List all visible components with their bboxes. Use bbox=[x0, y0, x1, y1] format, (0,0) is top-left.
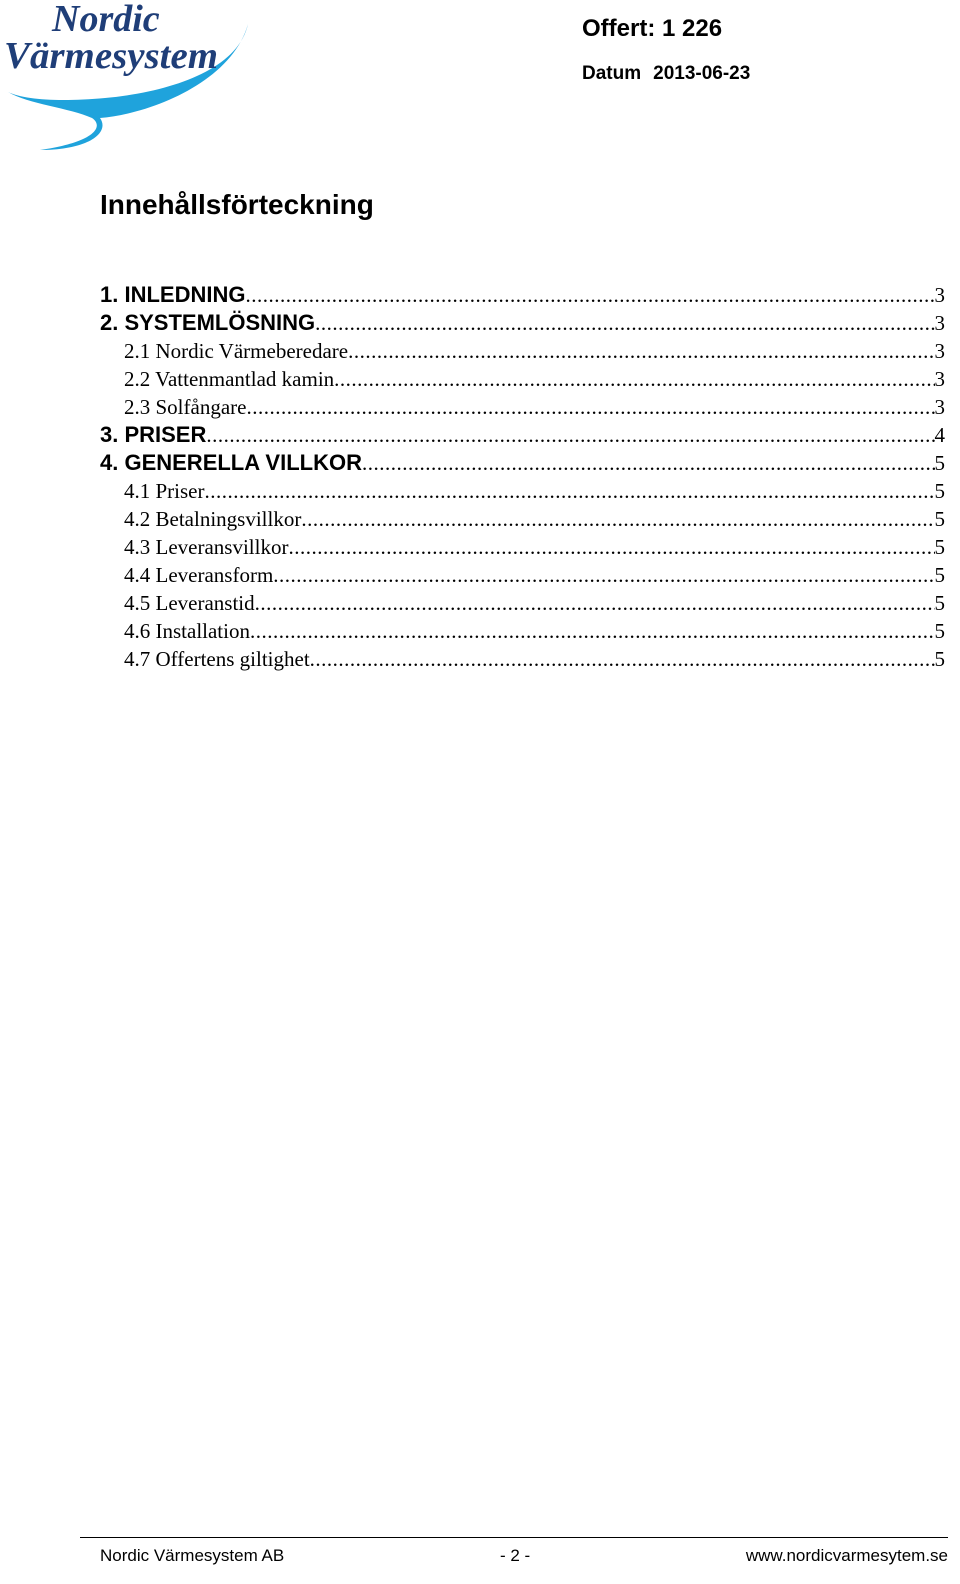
toc-entry-label: 4.5 Leveranstid bbox=[124, 591, 255, 615]
toc-entry-label: 4.7 Offertens giltighet bbox=[124, 647, 310, 671]
offer-date bbox=[582, 63, 750, 85]
toc-dot-leader bbox=[206, 423, 934, 448]
toc-dot-leader bbox=[273, 563, 934, 588]
toc-dot-leader bbox=[205, 479, 935, 504]
toc-entry-label: 2.3 Solfångare bbox=[124, 395, 247, 419]
toc-entry[interactable] bbox=[100, 504, 945, 532]
toc-entry-label: 4.1 Priser bbox=[124, 479, 205, 503]
logo-text-line1: Nordic bbox=[52, 0, 160, 40]
toc-dot-leader bbox=[362, 451, 935, 476]
toc-dot-leader bbox=[255, 591, 935, 616]
toc-entry[interactable] bbox=[100, 392, 945, 420]
toc-dot-leader bbox=[246, 395, 934, 420]
toc-entry-label: 4.2 Betalningsvillkor bbox=[124, 507, 302, 531]
offer-number: Offert: 1 226 bbox=[582, 15, 723, 42]
toc-entry-page: 5 bbox=[934, 647, 945, 671]
footer-website: www.nordicvarmesytem.se bbox=[745, 1546, 948, 1565]
toc-entry-label: 4.6 Installation bbox=[124, 619, 250, 643]
toc-entry-page: 5 bbox=[934, 563, 945, 587]
toc-entry[interactable] bbox=[100, 532, 945, 560]
toc-entry-page: 5 bbox=[934, 591, 945, 615]
toc-dot-leader bbox=[245, 283, 934, 308]
footer-page-number: - 2 - bbox=[500, 1546, 531, 1565]
toc-dot-leader bbox=[301, 507, 934, 532]
logo-text-line2: Värmesystem bbox=[4, 35, 219, 77]
toc-entry[interactable] bbox=[100, 308, 945, 336]
footer-divider bbox=[80, 1537, 948, 1538]
toc-entry-page: 3 bbox=[934, 311, 945, 335]
toc-entry-page: 3 bbox=[934, 339, 945, 363]
toc-entry[interactable] bbox=[100, 644, 945, 672]
toc-entry-page: 5 bbox=[934, 451, 945, 475]
toc-entry-page: 4 bbox=[934, 423, 945, 447]
toc-entry-label: 2.2 Vattenmantlad kamin bbox=[124, 367, 335, 391]
toc-entry-label: 4.4 Leveransform bbox=[124, 563, 274, 587]
toc-entry[interactable] bbox=[100, 560, 945, 588]
toc-entry[interactable] bbox=[100, 448, 945, 476]
offer-date-label: Datum bbox=[582, 63, 642, 84]
toc-dot-leader bbox=[310, 647, 935, 672]
toc-entry-page: 5 bbox=[934, 507, 945, 531]
toc-entry-page: 3 bbox=[934, 367, 945, 391]
toc-dot-leader bbox=[315, 311, 934, 336]
toc-entry-label: 2.1 Nordic Värmeberedare bbox=[124, 339, 349, 363]
toc-entry-page: 5 bbox=[934, 619, 945, 643]
toc-entry[interactable] bbox=[100, 364, 945, 392]
toc-entry-label: 2. SYSTEMLÖSNING bbox=[100, 310, 316, 335]
toc-entry-label: 4. GENERELLA VILLKOR bbox=[100, 450, 362, 475]
footer-company-name: Nordic Värmesystem AB bbox=[100, 1546, 285, 1565]
toc-entry-page: 3 bbox=[934, 283, 945, 307]
toc-dot-leader bbox=[348, 339, 934, 364]
toc-dot-leader bbox=[250, 619, 935, 644]
toc-entry[interactable] bbox=[100, 476, 945, 504]
toc-entry-page: 5 bbox=[934, 479, 945, 503]
toc-dot-leader bbox=[288, 535, 934, 560]
toc-entry[interactable] bbox=[100, 616, 945, 644]
toc-entry-label: 4.3 Leveransvillkor bbox=[124, 535, 289, 559]
toc-entry-label: 3. PRISER bbox=[100, 422, 207, 447]
toc-entry[interactable] bbox=[100, 420, 945, 448]
company-logo bbox=[0, 0, 260, 160]
toc-title: Innehållsförteckning bbox=[100, 189, 374, 220]
toc-entry-page: 5 bbox=[934, 535, 945, 559]
table-of-contents bbox=[100, 280, 945, 672]
toc-entry-page: 3 bbox=[934, 395, 945, 419]
toc-entry-label: 1. INLEDNING bbox=[100, 282, 246, 307]
toc-entry[interactable] bbox=[100, 336, 945, 364]
toc-dot-leader bbox=[334, 367, 934, 392]
offer-date-value: 2013-06-23 bbox=[653, 63, 751, 84]
toc-entry[interactable] bbox=[100, 588, 945, 616]
toc-entry[interactable] bbox=[100, 280, 945, 308]
